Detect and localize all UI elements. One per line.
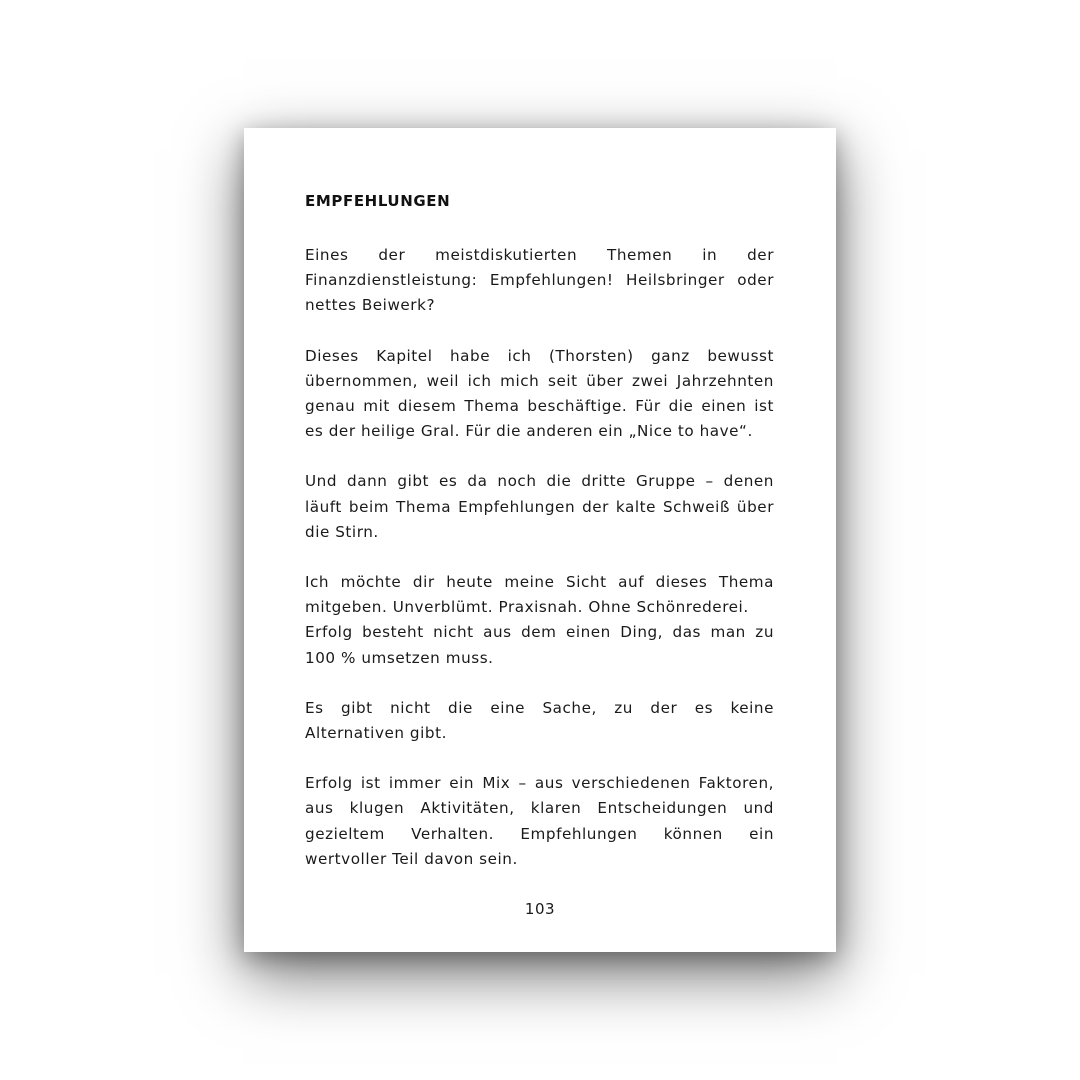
text-line: wertvoller Teil davon sein. [305, 849, 518, 868]
page-number: 103 [524, 900, 556, 918]
text-line: es der heilige Gral. Für die anderen ein „Nice to have“. [305, 422, 753, 441]
text-line: übernommen, weil ich mich seit über zwei Jahrzehnten [305, 371, 774, 390]
paragraph-5 [305, 696, 774, 746]
text-line: 100 % umsetzen muss. [305, 648, 494, 667]
paragraph-3 [305, 469, 774, 545]
chapter-heading: EMPFEHLUNGEN [305, 192, 451, 210]
text-line: Und dann gibt es da noch die dritte Gruppe – denen [305, 472, 774, 491]
text-line: Es gibt nicht die eine Sache, zu der es keine [305, 698, 774, 717]
text-line: die Stirn. [305, 522, 379, 541]
text-line: Erfolg ist immer ein Mix – aus verschiedenen Faktoren, [305, 774, 774, 793]
text-line: genau mit diesem Thema beschäftige. Für die einen ist [305, 397, 774, 416]
text-line: läuft beim Thema Empfehlungen der kalte Schweiß über [305, 497, 774, 516]
text-line: Ich möchte dir heute meine Sicht auf dieses Thema [305, 573, 774, 592]
text-line: gezieltem Verhalten. Empfehlungen können ein [305, 824, 774, 843]
paragraph-6 [305, 771, 774, 872]
text-line: aus klugen Aktivitäten, klaren Entscheidungen und [305, 799, 774, 818]
text-line: Eines der meistdiskutierten Themen in der [305, 246, 774, 264]
text-line: Erfolg besteht nicht aus dem einen Ding, das man zu [305, 623, 774, 642]
text-line: Alternativen gibt. [305, 724, 447, 743]
text-line: Finanzdienstleistung: Empfehlungen! Heilsbringer oder [305, 271, 774, 290]
paragraph-1 [305, 243, 774, 319]
paragraph-4 [305, 570, 774, 671]
paragraph-2 [305, 344, 774, 445]
text-line: nettes Beiwerk? [305, 296, 436, 315]
book-page [244, 128, 836, 952]
text-line: Dieses Kapitel habe ich (Thorsten) ganz bewusst [305, 346, 774, 365]
text-line: mitgeben. Unverblümt. Praxisnah. Ohne Schönrederei. [305, 598, 749, 617]
